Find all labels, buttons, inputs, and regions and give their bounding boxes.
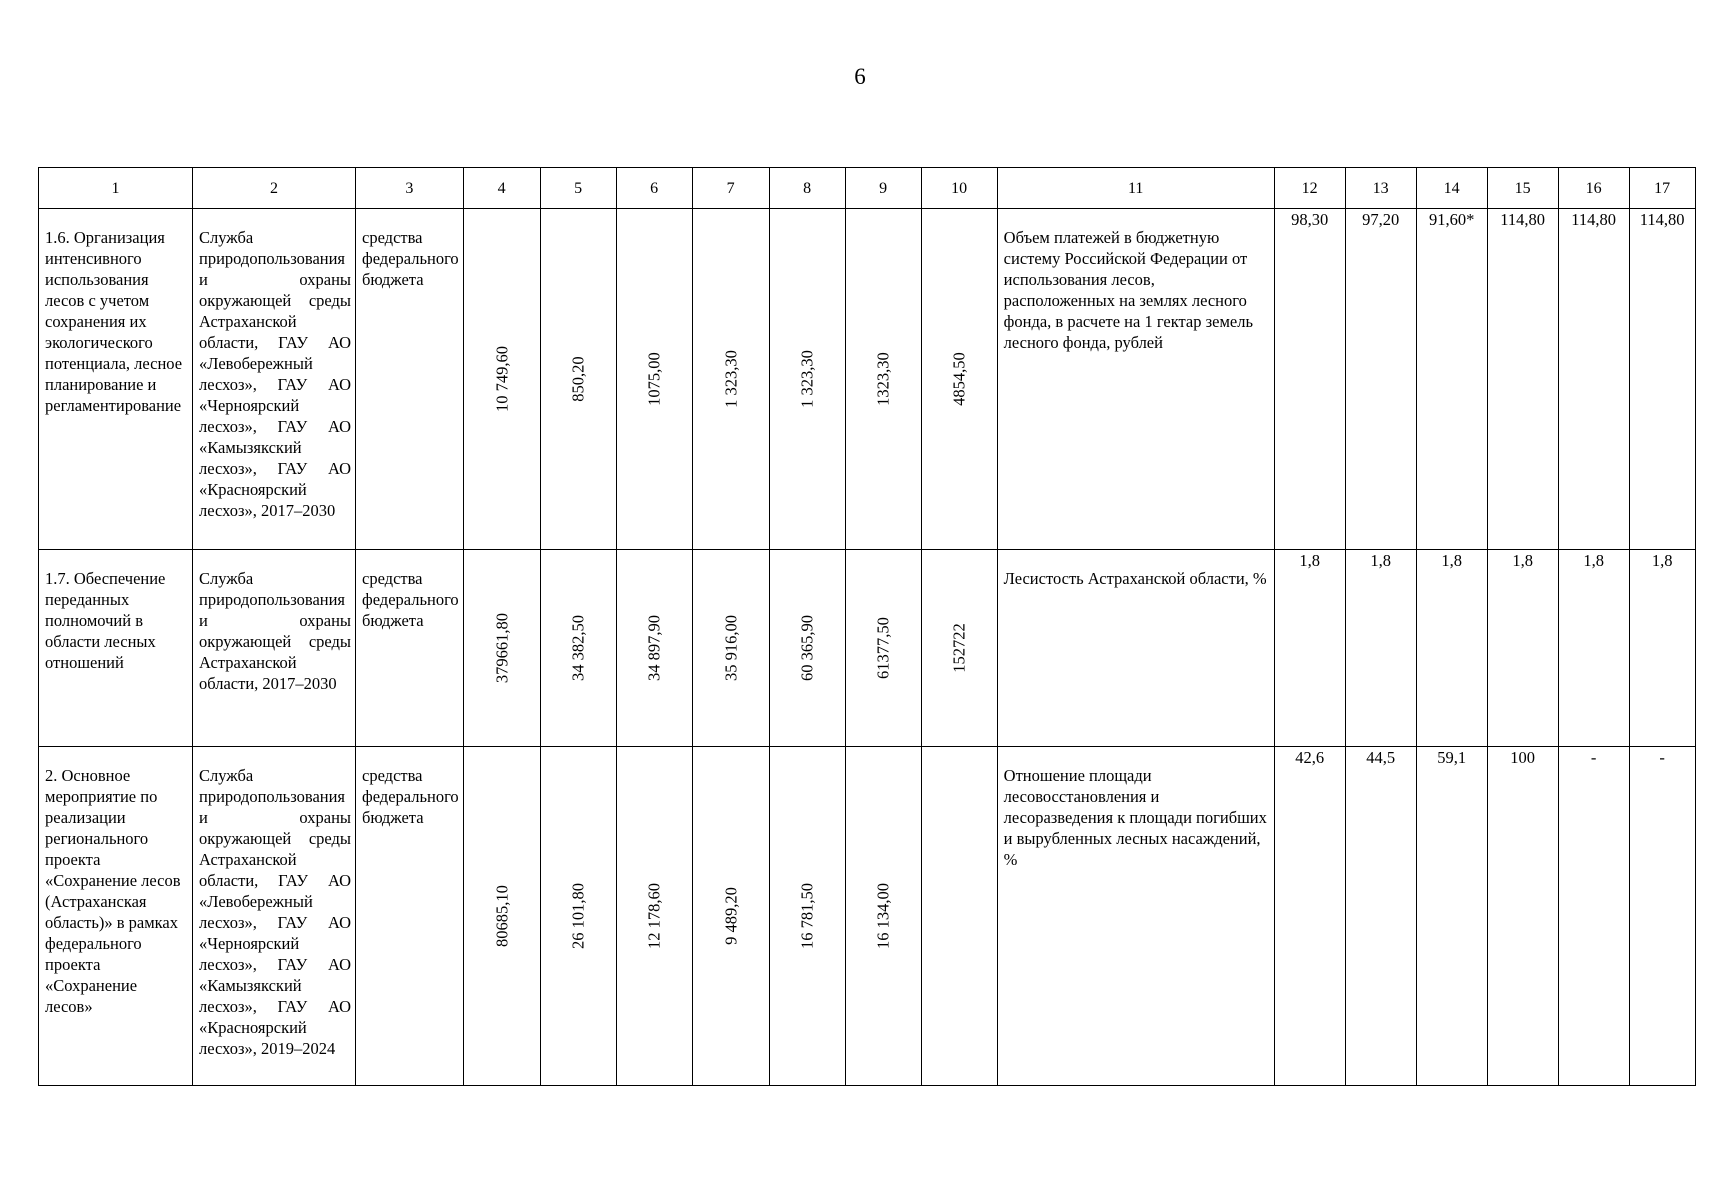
indicator-value: 1,8 (1487, 550, 1558, 747)
event-text: 1.6. Организация интенсивного использования лесов с учетом сохранения их экологического потенциала, лесное планирование и регламентирование (45, 228, 183, 415)
column-number-row (39, 168, 1696, 209)
executor-text: Служба природопользования и охраны окружающей среды Астраханской области, 2017–2030 (199, 569, 351, 693)
amount-value: 9 489,20 (721, 887, 741, 945)
indicator-cell (997, 550, 1274, 747)
column-number: 14 (1416, 168, 1487, 209)
event-cell (39, 747, 193, 1086)
column-number: 13 (1345, 168, 1416, 209)
amount-cell (463, 747, 540, 1086)
column-number: 17 (1629, 168, 1695, 209)
amount-value: 61377,50 (873, 617, 893, 679)
amount-value: 34 897,90 (644, 615, 664, 681)
executor-cell (193, 209, 356, 550)
indicator-value: 114,80 (1487, 209, 1558, 550)
column-number: 3 (356, 168, 464, 209)
amount-value: 1323,30 (873, 352, 893, 406)
indicator-cell (997, 209, 1274, 550)
amount-cell (540, 209, 616, 550)
column-number: 10 (921, 168, 997, 209)
amount-cell (845, 747, 921, 1086)
amount-cell (692, 747, 769, 1086)
column-number: 1 (39, 168, 193, 209)
column-number: 2 (193, 168, 356, 209)
column-number: 15 (1487, 168, 1558, 209)
amount-cell (463, 550, 540, 747)
amount-cell (845, 550, 921, 747)
program-table (38, 167, 1696, 1086)
indicator-value: 114,80 (1558, 209, 1629, 550)
event-cell (39, 550, 193, 747)
indicator-value: 114,80 (1629, 209, 1695, 550)
event-text: 2. Основное мероприятие по реализации регионального проекта «Сохранение лесов (Астраханская область)» в рамках федерального проекта «Сохранение лесов» (45, 766, 181, 1016)
table-row (39, 550, 1696, 747)
indicator-text: Отношение площади лесовосстановления и лесоразведения к площади погибших и вырубленных лесных насаждений, % (1003, 766, 1267, 869)
indicator-value: 1,8 (1345, 550, 1416, 747)
amount-cell (463, 209, 540, 550)
amount-cell (616, 747, 692, 1086)
indicator-value: 1,8 (1629, 550, 1695, 747)
indicator-value: 59,1 (1416, 747, 1487, 1086)
amount-cell (540, 747, 616, 1086)
column-number: 11 (997, 168, 1274, 209)
amount-value: 16 134,00 (873, 883, 893, 949)
amount-cell (921, 747, 997, 1086)
indicator-value: 1,8 (1416, 550, 1487, 747)
amount-value: 35 916,00 (721, 615, 741, 681)
funding-source-text: средства федерального бюджета (362, 766, 459, 827)
amount-cell (540, 550, 616, 747)
indicator-value: - (1558, 747, 1629, 1086)
indicator-value: 42,6 (1274, 747, 1345, 1086)
amount-cell (769, 209, 845, 550)
amount-value: 1 323,30 (797, 350, 817, 408)
amount-cell (769, 550, 845, 747)
table-row (39, 747, 1696, 1086)
column-number: 16 (1558, 168, 1629, 209)
amount-value: 16 781,50 (797, 883, 817, 949)
amount-cell (921, 550, 997, 747)
column-number: 8 (769, 168, 845, 209)
amount-cell (692, 550, 769, 747)
indicator-text: Лесистость Астраханской области, % (1003, 569, 1267, 588)
executor-cell (193, 550, 356, 747)
indicator-value: 98,30 (1274, 209, 1345, 550)
column-number: 5 (540, 168, 616, 209)
amount-value: 1075,00 (644, 352, 664, 406)
amount-cell (921, 209, 997, 550)
amount-cell (616, 209, 692, 550)
amount-cell (845, 209, 921, 550)
amount-value: 26 101,80 (568, 883, 588, 949)
column-number: 12 (1274, 168, 1345, 209)
indicator-value: 97,20 (1345, 209, 1416, 550)
amount-value: 1 323,30 (721, 350, 741, 408)
funding-source-text: средства федерального бюджета (362, 228, 459, 289)
funding-source-text: средства федерального бюджета (362, 569, 459, 630)
funding-source-cell (356, 550, 464, 747)
amount-value: 4854,50 (949, 352, 969, 406)
executor-text: Служба природопользования и охраны окружающей среды Астраханской области, ГАУ АО «Левобережный лесхоз», ГАУ АО «Черноярский лесхоз», ГАУ АО «Камызякский лесхоз», ГАУ АО «Красноярский лесхоз», 2017–2030 (199, 228, 351, 520)
amount-cell (692, 209, 769, 550)
column-number: 7 (692, 168, 769, 209)
executor-text: Служба природопользования и охраны окружающей среды Астраханской области, ГАУ АО «Левобережный лесхоз», ГАУ АО «Черноярский лесхоз», ГАУ АО «Камызякский лесхоз», ГАУ АО «Красноярский лесхоз», 2019–2024 (199, 766, 351, 1058)
amount-value: 10 749,60 (492, 346, 512, 412)
column-number: 9 (845, 168, 921, 209)
table-row (39, 209, 1696, 550)
indicator-value: 1,8 (1274, 550, 1345, 747)
amount-value: 379661,80 (492, 612, 512, 684)
indicator-value: 91,60* (1416, 209, 1487, 550)
indicator-value: - (1629, 747, 1695, 1086)
amount-value: 80685,10 (492, 885, 512, 947)
amount-value: 850,20 (568, 356, 588, 402)
indicator-value: 44,5 (1345, 747, 1416, 1086)
column-number: 6 (616, 168, 692, 209)
indicator-text: Объем платежей в бюджетную систему Российской Федерации от использования лесов, расположенных на землях лесного фонда, в расчете на 1 гектар земель лесного фонда, рублей (1003, 228, 1253, 352)
indicator-value: 1,8 (1558, 550, 1629, 747)
amount-value: 12 178,60 (644, 883, 664, 949)
amount-value: 60 365,90 (797, 615, 817, 681)
executor-cell (193, 747, 356, 1086)
event-text: 1.7. Обеспечение переданных полномочий в области лесных отношений (45, 569, 166, 672)
amount-cell (769, 747, 845, 1086)
column-number: 4 (463, 168, 540, 209)
funding-source-cell (356, 209, 464, 550)
indicator-cell (997, 747, 1274, 1086)
indicator-value: 100 (1487, 747, 1558, 1086)
event-cell (39, 209, 193, 550)
amount-value: 34 382,50 (568, 615, 588, 681)
amount-cell (616, 550, 692, 747)
page-number: 6 (854, 64, 866, 89)
amount-value: 152722 (949, 623, 969, 673)
funding-source-cell (356, 747, 464, 1086)
